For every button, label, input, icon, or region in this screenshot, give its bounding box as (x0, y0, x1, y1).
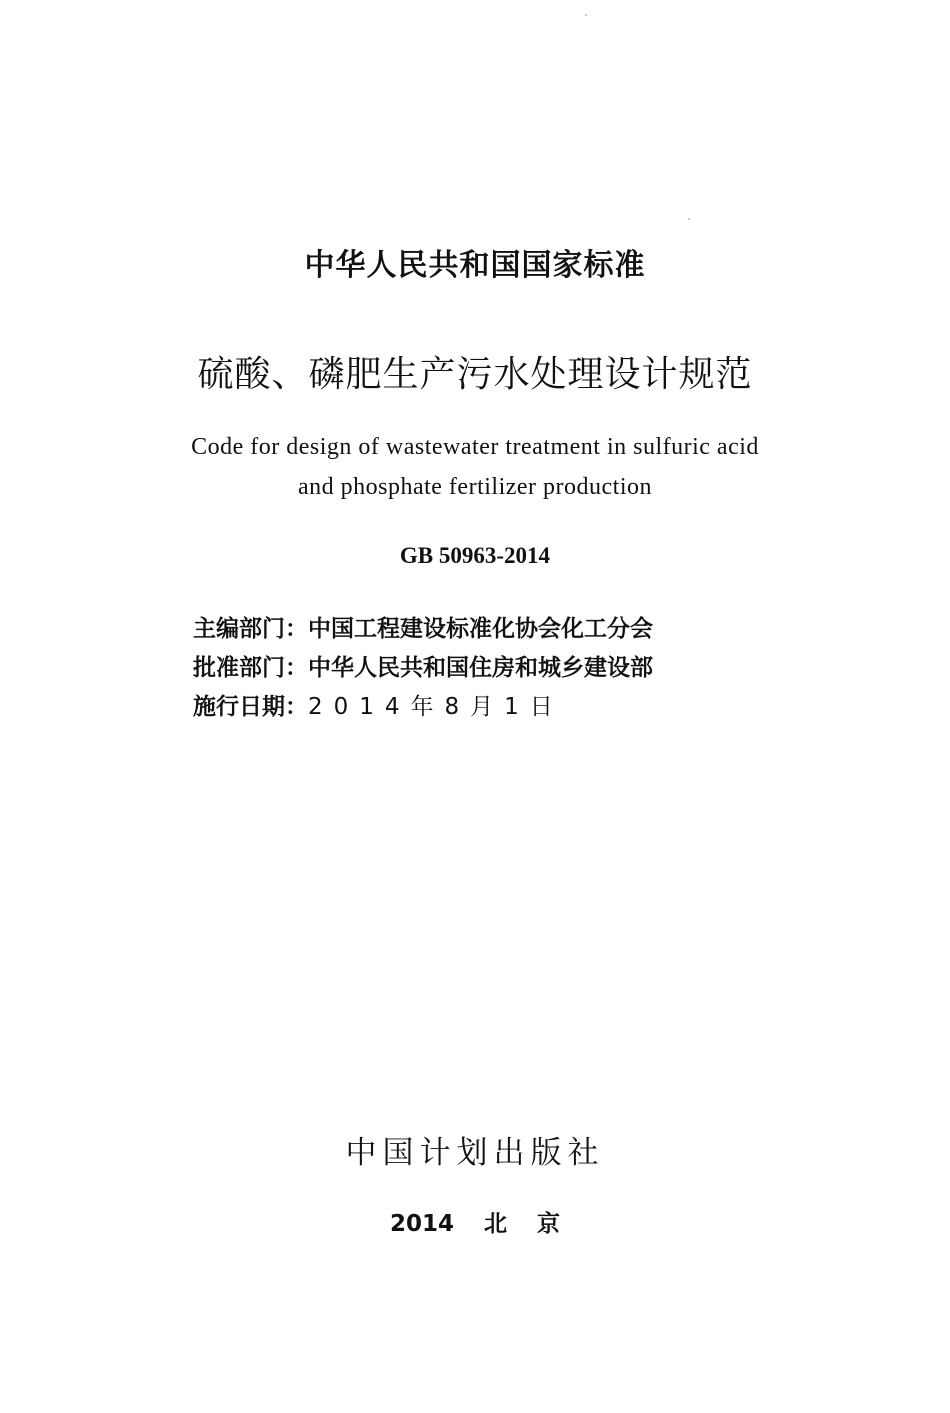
document-title-zh: 硫酸、磷肥生产污水处理设计规范 (197, 354, 753, 395)
editor-department-value: 中国工程建设标准化协会化工分会 (308, 616, 653, 642)
standard-type-heading: 中华人民共和国国家标准 (304, 248, 646, 283)
document-title-en-line1: Code for design of wastewater treatment in sulfuric acid (191, 434, 759, 460)
scan-speck (688, 218, 690, 220)
effective-date-label: 施行日期： (193, 694, 308, 720)
scan-speck (585, 14, 587, 16)
editor-department-label: 主编部门： (193, 616, 308, 642)
document-title-en-line2: and phosphate fertilizer production (297, 474, 653, 500)
publication-year-place: 2014 北 京 (389, 1211, 561, 1237)
approver-department-value: 中华人民共和国住房和城乡建设部 (308, 655, 653, 681)
approver-department-label: 批准部门： (193, 655, 308, 681)
standard-number: GB 50963-2014 (399, 543, 551, 568)
editor-department-row (193, 610, 893, 643)
approver-department-row (193, 649, 893, 682)
publisher-name: 中国计划出版社 (345, 1135, 605, 1171)
effective-date-row (193, 688, 893, 721)
effective-date-value: 2014年8月1日 (308, 694, 564, 720)
